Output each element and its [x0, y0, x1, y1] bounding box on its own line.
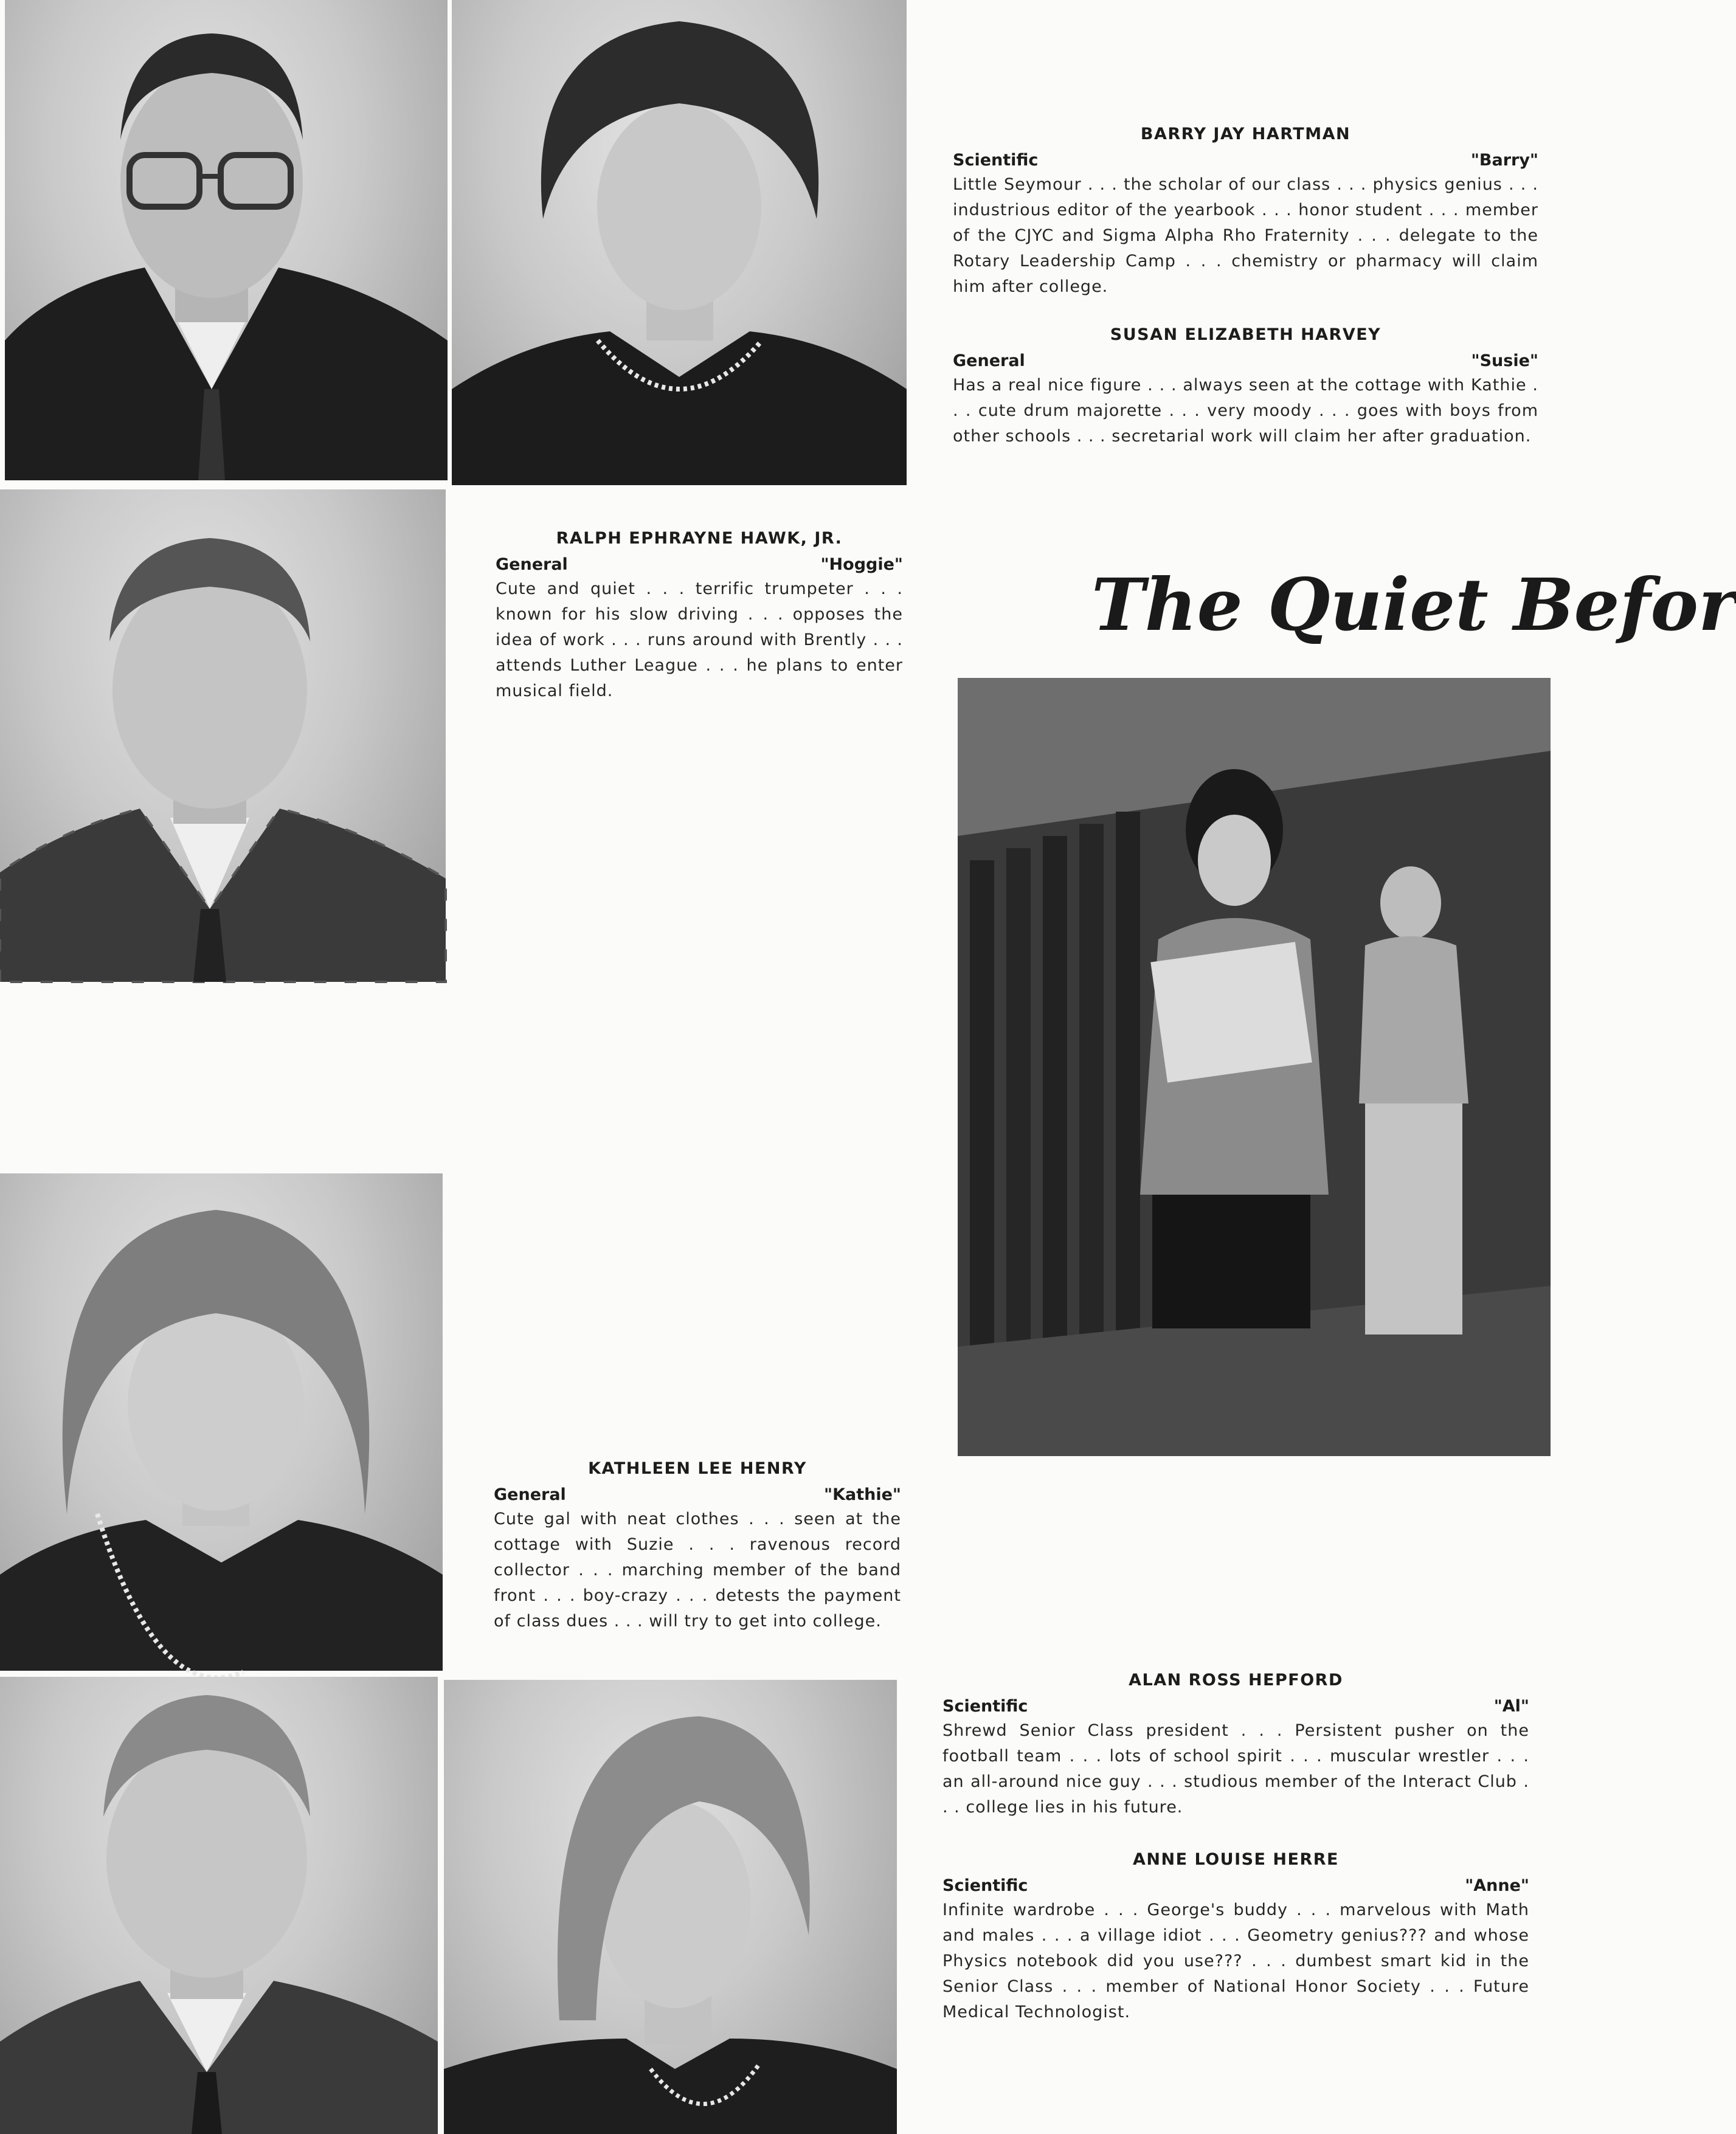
- course-label: Scientific: [953, 151, 1039, 170]
- student-meta: [953, 151, 1538, 170]
- nickname-label: "Hoggie": [820, 555, 903, 574]
- bio-hepford: [942, 1671, 1529, 1820]
- nickname-label: "Barry": [1470, 151, 1538, 170]
- candid-hallway-photo: [958, 678, 1551, 1456]
- course-label: General: [953, 351, 1025, 370]
- portrait-anne-herre: [444, 1680, 897, 2134]
- bio-text: Has a real nice figure . . . always seen at the cottage with Kathie . . . cute drum majorette . . . very moody . . . goes with boys from other schools . . . secretarial work will claim her after graduation.: [953, 376, 1538, 446]
- bio-herre: [942, 1850, 1529, 2025]
- student-meta: [494, 1485, 901, 1504]
- bio-text: Shrewd Senior Class president . . . Persistent pusher on the football team . . . lots of school spirit . . . muscular wrestler . . . an all-around nice guy . . . studious member of the Interact Club . . . college lies in his future.: [942, 1721, 1529, 1817]
- nickname-label: "Anne": [1465, 1876, 1529, 1895]
- course-label: General: [494, 1485, 566, 1504]
- nickname-label: "Kathie": [824, 1485, 901, 1504]
- course-label: General: [496, 555, 568, 574]
- portrait-kathleen-henry: [0, 1173, 443, 1671]
- portrait-barry-hartman: [5, 0, 448, 480]
- student-name: BARRY JAY HARTMAN: [1140, 125, 1351, 143]
- portrait-alan-hepford: [0, 1677, 438, 2134]
- student-name: ANNE LOUISE HERRE: [1133, 1850, 1339, 1869]
- nickname-label: "Al": [1493, 1697, 1529, 1716]
- course-label: Scientific: [942, 1697, 1028, 1716]
- portrait-ralph-hawk: [0, 489, 446, 982]
- bio-hartman: [953, 125, 1538, 300]
- student-name: ALAN ROSS HEPFORD: [1129, 1671, 1343, 1690]
- bio-text: Little Seymour . . . the scholar of our class . . . physics genius . . . industrious editor of the yearbook . . . honor student . . . member of the CJYC and Sigma Alpha Rho Fraternity . . . delegate to the Rotary Leadership Camp . . . chemistry or pharmacy will claim him after college.: [953, 175, 1538, 296]
- student-meta: [953, 351, 1538, 370]
- student-meta: [496, 555, 903, 574]
- student-name: KATHLEEN LEE HENRY: [588, 1459, 807, 1478]
- bio-harvey: [953, 325, 1538, 449]
- student-name: SUSAN ELIZABETH HARVEY: [1110, 325, 1382, 344]
- student-meta: [942, 1697, 1529, 1716]
- bio-text: Infinite wardrobe . . . George's buddy . . . marvelous with Math and males . . . a village idiot . . . Geometry genius??? and whose Physics notebook did you use??? . . . dumbest smart kid in the Senior Class . . . member of National Honor Society . . . Future Medical Technologist.: [942, 1901, 1529, 2022]
- student-meta: [942, 1876, 1529, 1895]
- bio-text: Cute and quiet . . . terrific trumpeter . . . known for his slow driving . . . opposes the idea of work . . . runs around with Brently . . . attends Luther League . . . he plans to enter musical field.: [496, 579, 903, 700]
- section-title: The Quiet Befor: [1091, 562, 1736, 647]
- bio-hawk: [496, 529, 903, 704]
- student-name: RALPH EPHRAYNE HAWK, JR.: [556, 529, 843, 548]
- bio-henry: [494, 1459, 901, 1634]
- bio-text: Cute gal with neat clothes . . . seen at the cottage with Suzie . . . ravenous record collector . . . marching member of the band front . . . boy-crazy . . . detests the payment of class dues . . . will try to get into college.: [494, 1510, 901, 1631]
- portrait-susan-harvey: [452, 0, 907, 485]
- course-label: Scientific: [942, 1876, 1028, 1895]
- nickname-label: "Susie": [1471, 351, 1538, 370]
